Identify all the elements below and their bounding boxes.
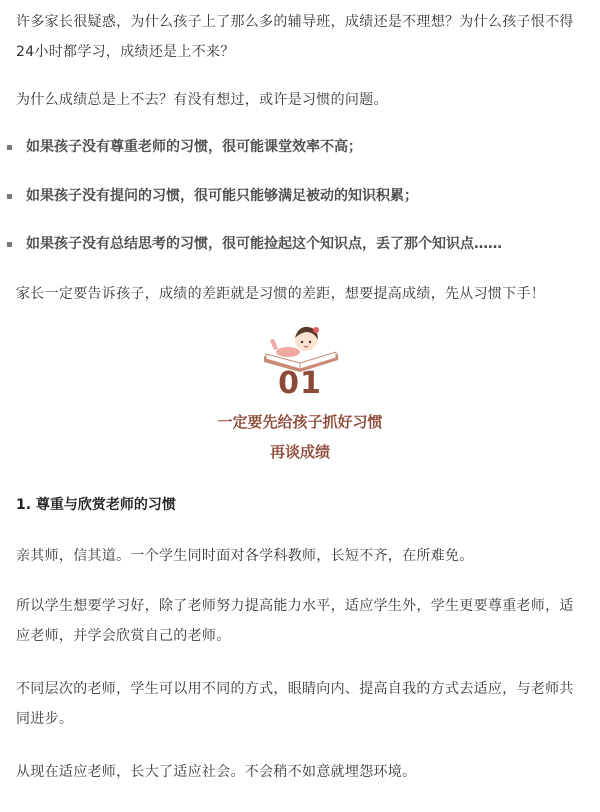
bullet-icon: [7, 194, 12, 199]
question-paragraph: 为什么成绩总是上不去？有没有想过，或许是习惯的问题。: [16, 92, 388, 108]
intro-line-1: 许多家长很疑惑，为什么孩子上了那么多的辅导班，成绩还是不理想？为什么孩子恨不得: [16, 14, 574, 30]
bullet-icon: [7, 242, 12, 247]
subsection-heading: 1. 尊重与欣赏老师的习惯: [16, 497, 176, 513]
list-item-text: 如果孩子没有总结思考的习惯，很可能捡起这个知识点，丢了那个知识点……: [26, 236, 502, 252]
subsection-paragraph-2-line-1: 所以学生想要学习好，除了老师努力提高能力水平，适应学生外，学生更要尊重老师，适: [16, 598, 574, 614]
advice-paragraph: 家长一定要告诉孩子，成绩的差距就是习惯的差距，想要提高成绩，先从习惯下手！: [16, 286, 546, 302]
subsection-paragraph-2-line-2: 应老师，并学会欣赏自己的老师。: [16, 628, 231, 644]
section-title-line-2: 再谈成绩: [269, 443, 330, 461]
list-item-text: 如果孩子没有尊重老师的习惯，很可能课堂效率不高；: [26, 139, 362, 155]
intro-line-2: 24小时都学习，成绩还是上不来？: [16, 44, 235, 60]
list-item-text: 如果孩子没有提问的习惯，很可能只能够满足被动的知识积累；: [26, 188, 418, 204]
subsection-paragraph-1: 亲其师，信其道。一个学生同时面对各学科教师，长短不齐，在所难免。: [16, 548, 474, 564]
section-title-line-1: 一定要先给孩子抓好习惯: [217, 413, 383, 431]
subsection-paragraph-3-line-1: 不同层次的老师，学生可以用不同的方式，眼睛向内、提高自我的方式去适应，与老师共: [16, 681, 574, 697]
section-number: 01: [278, 366, 322, 401]
subsection-paragraph-3-line-2: 同进步。: [16, 711, 74, 727]
subsection-paragraph-4: 从现在适应老师，长大了适应社会。不会稍不如意就埋怨环境。: [16, 764, 417, 780]
bullet-icon: [7, 145, 12, 150]
